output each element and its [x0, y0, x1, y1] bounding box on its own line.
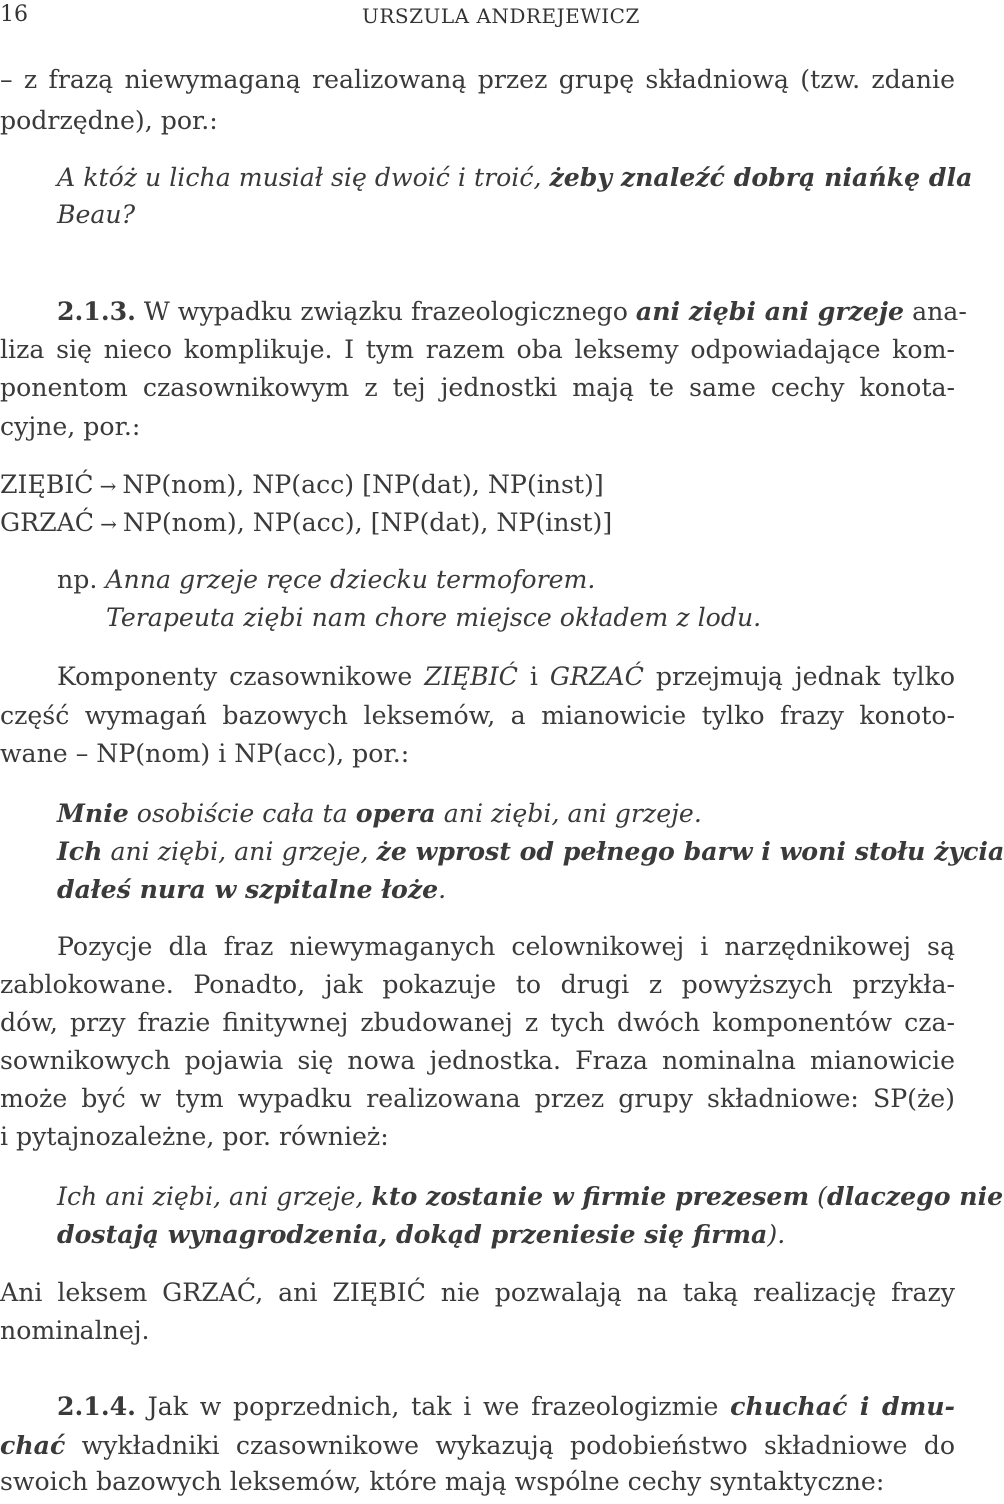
example-line [57, 1177, 1004, 1216]
text: i pytajnozależne, por. również: [0, 1122, 389, 1151]
text: zablokowane. Ponadto, jak pokazuje to drugi z powyższych przykła- [0, 970, 955, 999]
example-emphasis: dostają wynagrodzenia, dokąd przeniesie się firma [57, 1219, 768, 1249]
example-line [57, 870, 955, 909]
text: – z frazą niewymaganą realizowaną przez grupę składniową (tzw. zdanie [0, 65, 955, 94]
example-text: ( [809, 1182, 827, 1211]
paragraph-line [0, 1042, 955, 1080]
page-number: 16 [0, 2, 28, 27]
text: Ani leksem GRZAĆ, ani ZIĘBIĆ nie pozwalają na taką realizację frazy [0, 1278, 955, 1307]
paragraph-line [0, 1463, 955, 1501]
example-line [57, 561, 955, 599]
text: wane – NP(nom) i NP(acc), por.: [0, 739, 410, 768]
paragraph-line [0, 408, 955, 446]
section-number: 2.1.4. [57, 1391, 136, 1421]
arrow-icon: → [99, 474, 117, 498]
example-emphasis: dałeś nura w szpitalne łoże [57, 874, 439, 904]
example-line [57, 1215, 955, 1254]
scheme-frame: NP(nom), NP(acc) [NP(dat), NP(inst)] [122, 470, 604, 499]
example-text: ). [767, 1220, 786, 1249]
section-number: 2.1.3. [57, 296, 136, 326]
example-line [57, 832, 1004, 871]
example-line [57, 158, 973, 197]
example-line [57, 794, 955, 833]
text: swoich bazowych leksemów, które mają wspólne cechy syntaktyczne: [0, 1467, 885, 1496]
example-text: Anna grzeje ręce dziecku termoforem. [105, 565, 596, 594]
paragraph-line [57, 658, 955, 696]
idiom: chuchać i dmu- [730, 1391, 955, 1421]
paragraph-line [0, 1004, 955, 1042]
paragraph-line [0, 1312, 955, 1350]
example-line [106, 599, 955, 637]
section-line [57, 292, 967, 331]
paragraph-line [0, 331, 955, 369]
example-emphasis: kto zostanie w firmie prezesem [371, 1181, 810, 1211]
idiom: ani ziębi ani grzeje [635, 296, 905, 326]
text: podrzędne), por.: [0, 106, 218, 135]
scheme-verb: GRZAĆ [0, 508, 95, 537]
arrow-icon: → [100, 512, 117, 536]
text: wykładniki czasownikowe wykazują podobieństwo składniowe do [65, 1431, 955, 1460]
text: Komponenty czasownikowe [57, 662, 425, 691]
text: ana- [904, 297, 967, 326]
example-text: A któż u licha musiał się dwoić i troić, [57, 163, 550, 192]
example-text: . [438, 875, 447, 904]
verb-italic: GRZAĆ [549, 662, 644, 691]
example-text: Terapeuta ziębi nam chore miejsce okładem z lodu. [106, 603, 762, 632]
text: Jak w poprzednich, tak i we frazeologizmie [135, 1392, 731, 1421]
paragraph-line [0, 369, 955, 407]
example-text: ani ziębi, ani grzeje, [102, 837, 377, 866]
example-text: Ich ani ziębi, ani grzeje, [57, 1182, 372, 1211]
paragraph-line [0, 102, 955, 140]
text: W wypadku związku frazeologicznego [135, 297, 636, 326]
text: i [517, 662, 550, 691]
example-emphasis: dlaczego nie [826, 1181, 1004, 1211]
paragraph-line [0, 1426, 955, 1465]
paragraph-line [0, 1080, 955, 1118]
paragraph-line [0, 735, 955, 773]
paragraph-line [0, 61, 955, 99]
section-line [57, 1387, 955, 1426]
text: przejmują jednak tylko [643, 662, 955, 691]
scheme-verb: ZIĘBIĆ [0, 470, 94, 499]
example-emphasis: że wprost od pełnego barw i woni stołu życia [376, 836, 1004, 866]
paragraph-line [0, 1274, 955, 1312]
text: sownikowych pojawia się nowa jednostka. Fraza nominalna mianowicie [0, 1046, 955, 1075]
paragraph-line [57, 928, 955, 966]
scheme-frame: NP(nom), NP(acc), [NP(dat), NP(inst)] [122, 508, 613, 537]
paragraph-line [0, 697, 955, 735]
text: Pozycje dla fraz niewymaganych celownikowej i narzędnikowej są [57, 932, 955, 961]
example-emphasis: Ich [57, 836, 103, 866]
paragraph-line [0, 1118, 955, 1156]
example-text: ani ziębi, ani grzeje. [435, 799, 702, 828]
example-text: osobiście cała ta [128, 799, 356, 828]
verb-italic: ZIĘBIĆ [424, 662, 518, 691]
valency-scheme [0, 504, 955, 543]
text: może być w tym wypadku realizowana przez grupy składniowe: SP(że) [0, 1084, 955, 1113]
text: ponentom czasownikowym z tej jednostki mają te same cechy konota- [0, 373, 955, 402]
example-emphasis: żeby znaleźć dobrą niańkę dla [549, 162, 973, 192]
text: nominalnej. [0, 1316, 150, 1345]
example-text: Beau? [57, 200, 136, 229]
example-emphasis: opera [355, 798, 436, 828]
valency-scheme [0, 466, 955, 505]
text: dów, przy frazie finitywnej zbudowanej z tych dwóch komponentów cza- [0, 1008, 955, 1037]
paragraph-line [0, 966, 955, 1004]
running-head-author: URSZULA ANDREJEWICZ [362, 4, 640, 28]
running-head [0, 2, 960, 32]
text: cyjne, por.: [0, 412, 141, 441]
example-label: np. [57, 565, 106, 594]
example-emphasis: Mnie [57, 798, 129, 828]
idiom: chać [0, 1430, 66, 1460]
example-line [57, 196, 955, 234]
text: liza się nieco komplikuje. I tym razem oba leksemy odpowiadające kom- [0, 335, 955, 364]
text: część wymagań bazowych leksemów, a mianowicie tylko frazy konoto- [0, 701, 955, 730]
